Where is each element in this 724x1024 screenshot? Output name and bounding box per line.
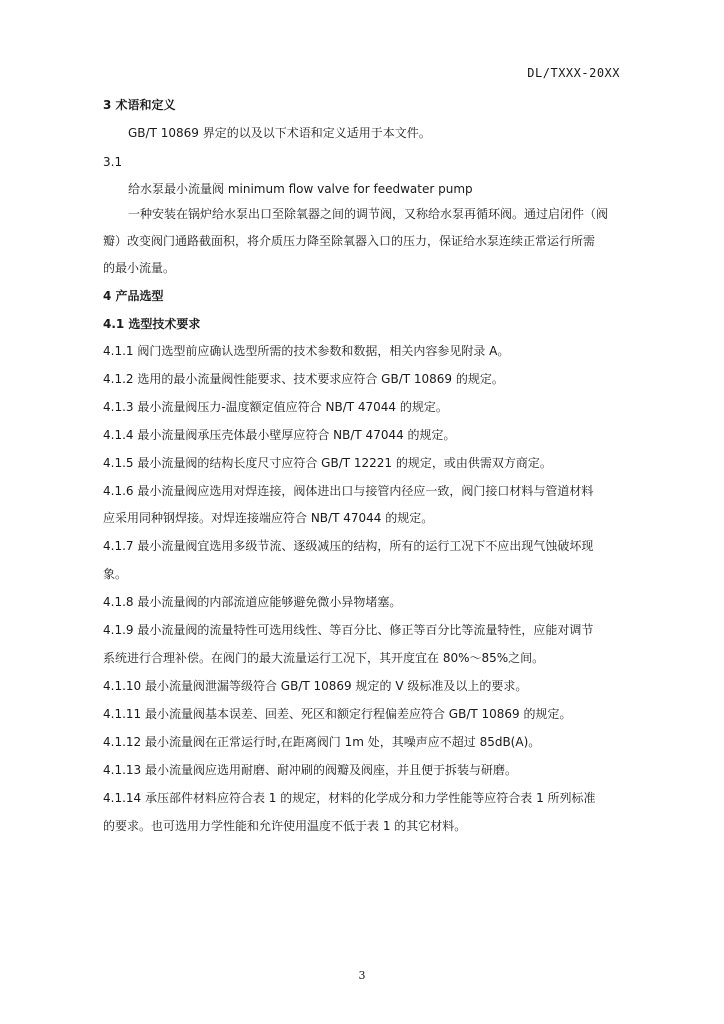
clause-line: 4.1.11 最小流量阀基本误差、回差、死区和额定行程偏差应符合 GB/T 10869 的规定。	[103, 707, 572, 721]
clause-line: 4.1.12 最小流量阀在正常运行时,在距离阀门 1m 处，其噪声应不超过 85dB(A)。	[103, 735, 541, 749]
paragraph-line: 瓣）改变阀门通路截面积，将介质压力降至除氧器入口的压力，保证给水泵连续正常运行所需	[103, 234, 596, 248]
section-heading-3: 3 术语和定义	[103, 98, 176, 112]
clause-line: 系统进行合理补偿。在阀门的最大流量运行工况下，其开度宜在 80%～85%之间。	[103, 651, 545, 665]
clause-line: 象。	[103, 567, 128, 581]
document-code: DL/TXXX-20XX	[527, 66, 620, 80]
paragraph-line: GB/T 10869 界定的以及以下术语和定义适用于本文件。	[128, 126, 431, 140]
paragraph-line: 一种安装在锅炉给水泵出口至除氧器之间的调节阀，又称给水泵再循环阀。通过启闭件（阀	[128, 207, 609, 221]
clause-line: 4.1.13 最小流量阀应选用耐磨、耐冲刷的阀瓣及阀座，并且便于拆装与研磨。	[103, 763, 517, 777]
clause-line: 4.1.3 最小流量阀压力-温度额定值应符合 NB/T 47044 的规定。	[103, 400, 448, 414]
paragraph-line: 的最小流量。	[103, 261, 176, 275]
clause-line: 4.1.6 最小流量阀应选用对焊连接，阀体进出口与接管内径应一致，阀门接口材料与管道材料	[103, 484, 594, 498]
clause-line: 的要求。也可选用力学性能和允许使用温度不低于表 1 的其它材料。	[103, 819, 467, 833]
clause-line: 4.1.4 最小流量阀承压壳体最小壁厚应符合 NB/T 47044 的规定。	[103, 428, 456, 442]
page-number: 3	[358, 969, 366, 982]
clause-line: 4.1.7 最小流量阀宜选用多级节流、逐级减压的结构，所有的运行工况下不应出现气蚀破坏现	[103, 539, 594, 553]
clause-line: 4.1.10 最小流量阀泄漏等级符合 GB/T 10869 规定的 V 级标准及以上的要求。	[103, 679, 528, 693]
clause-line: 4.1.2 选用的最小流量阀性能要求、技术要求应符合 GB/T 10869 的规定。	[103, 372, 504, 386]
clause-line: 应采用同种钢焊接。对焊连接端应符合 NB/T 47044 的规定。	[103, 511, 434, 525]
clause-line: 4.1.9 最小流量阀的流量特性可选用线性、等百分比、修正等百分比等流量特性，应能对调节	[103, 623, 594, 637]
term-title: 给水泵最小流量阀 minimum flow valve for feedwater pump	[128, 182, 473, 196]
clause-line: 4.1.5 最小流量阀的结构长度尺寸应符合 GB/T 12221 的规定，或由供需双方商定。	[103, 456, 552, 470]
section-heading-4: 4 产品选型	[103, 289, 164, 303]
clause-line: 4.1.14 承压部件材料应符合表 1 的规定，材料的化学成分和力学性能等应符合表 1 所列标准	[103, 791, 596, 805]
term-number: 3.1	[103, 155, 123, 169]
subsection-heading-4-1: 4.1 选型技术要求	[103, 317, 201, 331]
clause-line: 4.1.1 阀门选型前应确认选型所需的技术参数和数据，相关内容参见附录 A。	[103, 344, 510, 358]
clause-line: 4.1.8 最小流量阀的内部流道应能够避免微小异物堵塞。	[103, 595, 402, 609]
